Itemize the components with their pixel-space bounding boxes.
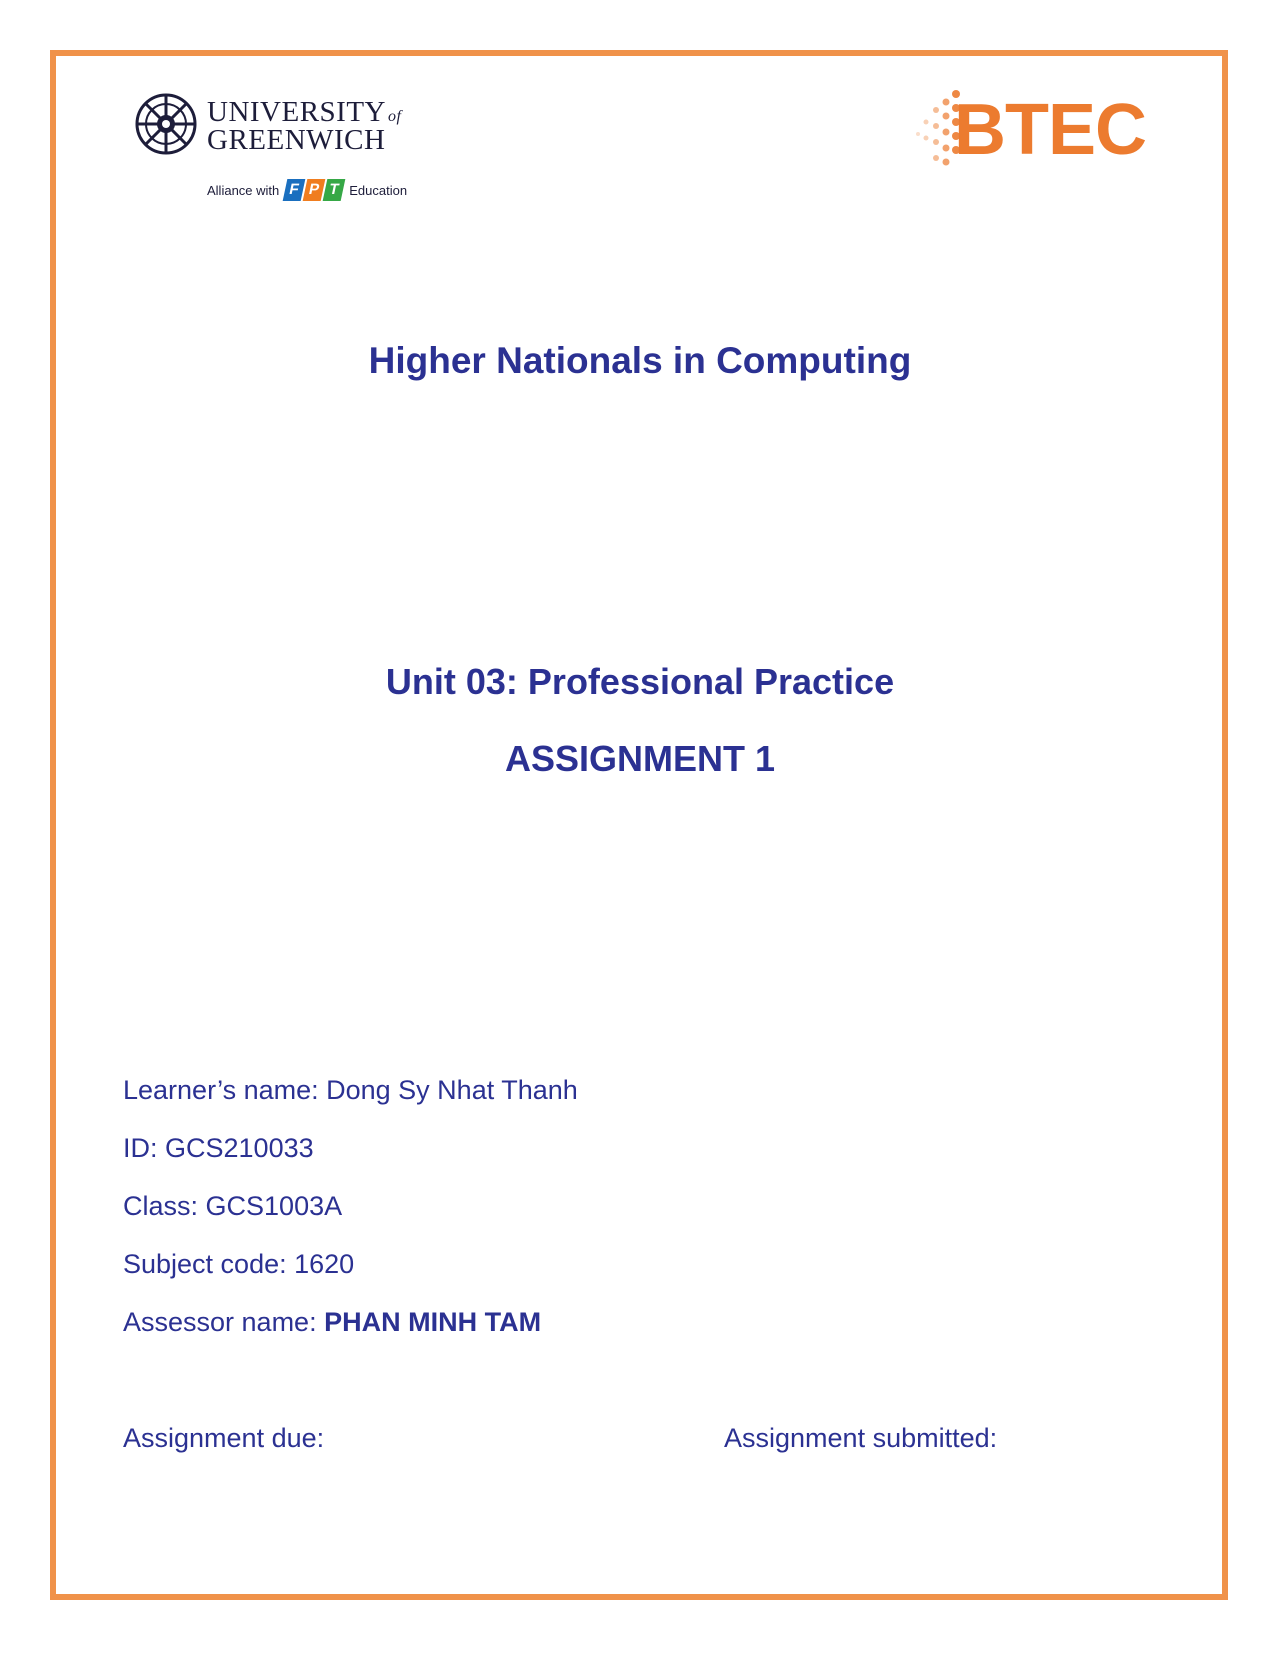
assignment-title: ASSIGNMENT 1	[504, 738, 776, 779]
fpt-logo: F P T	[285, 179, 343, 201]
subject-code-row: Subject code: 1620	[123, 1249, 355, 1279]
learner-name-value: Dong Sy Nhat Thanh	[326, 1075, 578, 1105]
programme-title: Higher Nationals in Computing	[368, 340, 912, 381]
education-text: Education	[349, 182, 408, 198]
assessor-name-value: PHAN MINH TAM	[324, 1307, 542, 1337]
greenwich-seal-icon	[135, 93, 197, 155]
greenwich-wordmark-line2: GREENWICH	[207, 124, 386, 156]
university-of-greenwich-logo	[135, 93, 420, 208]
unit-title: Unit 03: Professional Practice	[385, 661, 895, 702]
id-row: ID: GCS210033	[123, 1133, 314, 1163]
class-row: Class: GCS1003A	[123, 1191, 343, 1221]
learner-name-row: Learner’s name: Dong Sy Nhat Thanh	[123, 1075, 578, 1105]
greenwich-wordmark-line1: UNIVERSITY of	[207, 96, 402, 128]
alliance-text: Alliance with	[207, 182, 280, 198]
assignment-due-label: Assignment due:	[123, 1423, 325, 1453]
fpt-alliance-line	[207, 179, 407, 201]
btec-wordmark: BTEC	[954, 90, 1146, 170]
page-border	[50, 50, 1228, 1600]
id-value: GCS210033	[165, 1133, 314, 1163]
btec-logo	[912, 88, 1167, 178]
assignment-submitted-label: Assignment submitted:	[724, 1423, 998, 1453]
assessor-name-row: Assessor name: PHAN MINH TAM	[123, 1307, 542, 1337]
subject-code-value: 1620	[294, 1249, 355, 1279]
class-value: GCS1003A	[205, 1191, 343, 1221]
